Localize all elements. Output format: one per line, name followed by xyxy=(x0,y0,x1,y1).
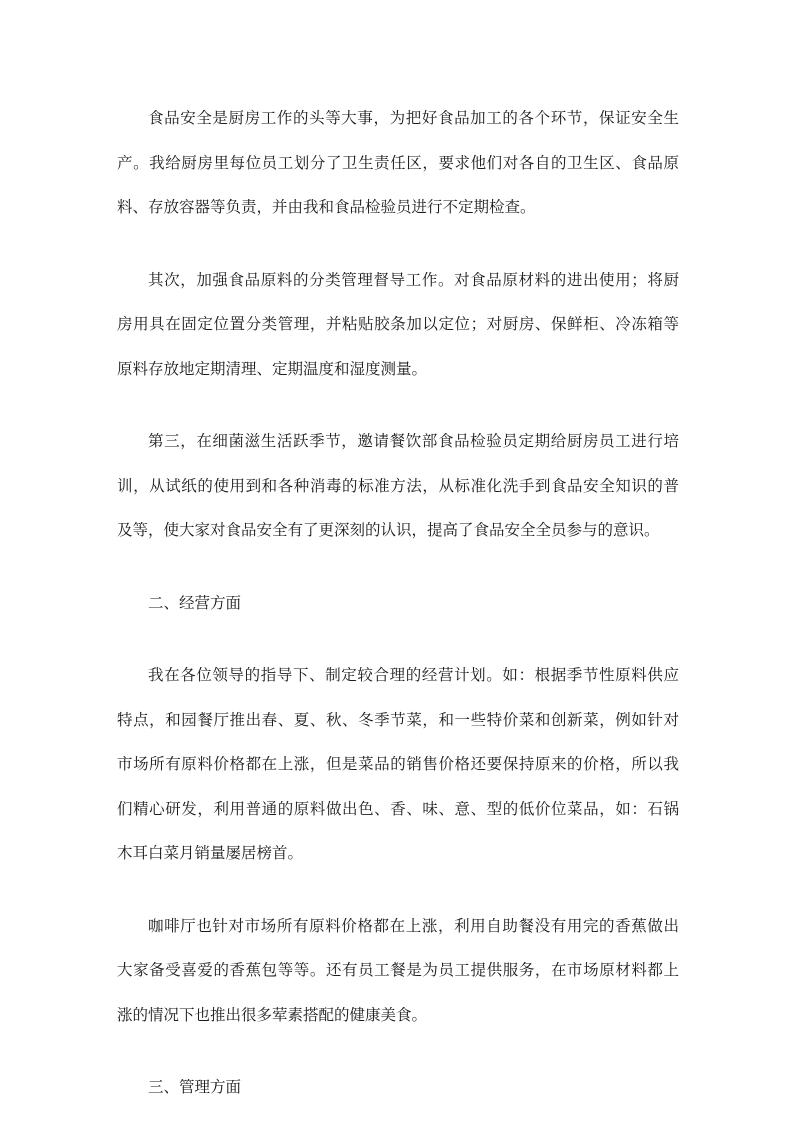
paragraph-line: 第三，在细菌滋生活跃季节，邀请餐饮部食品检验员定期给厨房员工进行培 xyxy=(148,432,679,450)
paragraph-line: 训，从试纸的使用到和各种消毒的标准方法，从标准化洗手到食品安全知识的普 xyxy=(117,476,679,495)
paragraph-gap xyxy=(117,557,679,585)
section-heading: 三、管理方面 xyxy=(148,1078,242,1096)
paragraph-line: 原料存放地定期清理、定期温度和湿度测量。 xyxy=(117,359,428,378)
paragraph-training xyxy=(117,423,679,557)
paragraph-gap xyxy=(117,1041,679,1069)
paragraph-business-plan xyxy=(117,657,679,880)
paragraph-line: 涨的情况下也推出很多荤素搭配的健康美食。 xyxy=(117,1005,428,1024)
paragraph-line: 木耳白菜月销量屡居榜首。 xyxy=(117,844,304,862)
paragraph-classification xyxy=(117,262,679,396)
section-heading: 二、经营方面 xyxy=(148,593,242,612)
paragraph-line: 大家备受喜爱的香蕉包等等。还有员工餐是为员工提供服务，在市场原材料都上 xyxy=(117,961,679,979)
paragraph-line: 料、存放容器等负责，并由我和食品检验员进行不定期检查。 xyxy=(117,198,536,216)
paragraph-line: 我在各位领导的指导下、制定较合理的经营计划。如：根据季节性原料供应 xyxy=(148,666,679,684)
paragraph-line: 食品安全是厨房工作的头等大事，为把好食品加工的各个环节，保证安全生 xyxy=(148,109,679,127)
paragraph-line: 其次，加强食品原料的分类管理督导工作。对食品原材料的进出使用；将厨 xyxy=(148,270,679,289)
section-heading-management xyxy=(117,1069,679,1114)
paragraph-gap xyxy=(117,234,679,262)
paragraph-line: 房用具在固定位置分类管理，并粘贴胶条加以定位；对厨房、保鲜柜、冷冻箱等 xyxy=(117,315,679,333)
paragraph-gap xyxy=(117,629,679,657)
paragraph-line: 产。我给厨房里每位员工划分了卫生责任区，要求他们对各自的卫生区、食品原 xyxy=(117,153,679,172)
paragraph-line: 及等，使大家对食品安全有了更深刻的认识，提高了食品安全全员参与的意识。 xyxy=(117,521,660,539)
paragraph-line: 特点，和园餐厅推出春、夏、秋、冬季节菜，和一些特价菜和创新菜，例如针对 xyxy=(117,710,679,729)
paragraph-line: 咖啡厅也针对市场所有原料价格都在上涨，利用自助餐没有用完的香蕉做出 xyxy=(148,916,679,935)
document-page xyxy=(117,100,679,1114)
paragraph-food-safety xyxy=(117,100,679,234)
paragraph-line: 市场所有原料价格都在上涨，但是菜品的销售价格还要保持原来的价格，所以我 xyxy=(117,755,679,773)
paragraph-cafe xyxy=(117,908,679,1042)
section-heading-operations xyxy=(117,585,679,630)
paragraph-line: 们精心研发，利用普通的原料做出色、香、味、意、型的低价位菜品，如：石锅 xyxy=(117,799,679,818)
paragraph-gap xyxy=(117,395,679,423)
paragraph-gap xyxy=(117,880,679,908)
